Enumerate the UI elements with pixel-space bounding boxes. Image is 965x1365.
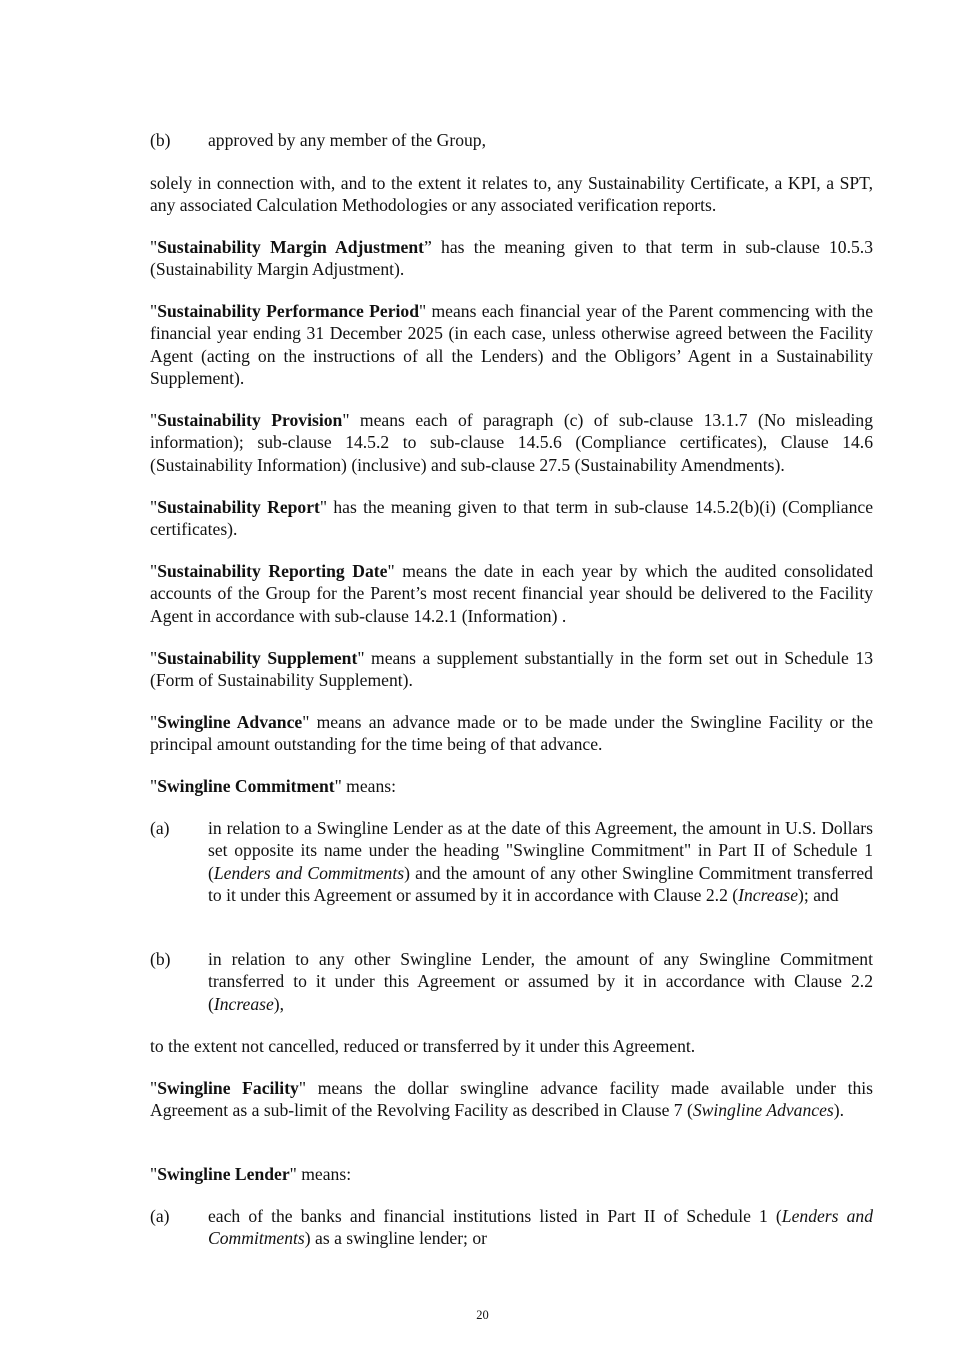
defined-term: Swingline Facility: [157, 1078, 299, 1098]
defined-term: Sustainability Performance Period: [157, 301, 419, 321]
definition-swingline-advance: "Swingline Advance" means an advance made or to be made under the Swingline Facility or the principal amount outstanding for the time being of that advance.: [150, 712, 873, 755]
list-label: (a): [150, 1206, 170, 1226]
definition-report: "Sustainability Report" has the meaning given to that term in sub-clause 14.5.2(b)(i) (Compliance certificates).: [150, 497, 874, 540]
commitment-tail: to the extent not cancelled, reduced or transferred by it under this Agreement.: [150, 1036, 696, 1056]
list-text: in relation to a Swingline Lender as at the date of this Agreement, the amount in U.S. Dollars set opposite its name under the heading "Swingline Commitment" in Part II of Schedule 1 (Lenders and Commitments) and the amount of any other Swingline Commitment transferred to it under this Agreement or assumed by it in accordance with Clause 2.2 (Increase); and: [208, 818, 873, 906]
definition-supplement: "Sustainability Supplement" means a supplement substantially in the form set out in Schedule 13 (Form of Sustainability Supplement).: [150, 648, 873, 691]
definition-performance-period: "Sustainability Performance Period" means each financial year of the Parent commencing with the financial year ending 31 December 2025 (in each case, unless otherwise agreed between the Facility Agent (acting on the instructions of all the Lenders) and the Obligors’ Agent in a Sustainability Supplement).: [150, 301, 873, 389]
definition-margin-adjustment: "Sustainability Margin Adjustment” has the meaning given to that term in sub-clause 10.5.3 (Sustainability Margin Adjustment).: [150, 237, 873, 280]
definition-swingline-facility: "Swingline Facility" means the dollar swingline advance facility made available under this Agreement as a sub-limit of the Revolving Facility as described in Clause 7 (Swingline Advances).: [150, 1078, 874, 1121]
defined-term: Sustainability Supplement: [157, 648, 358, 668]
defined-term: Sustainability Report: [157, 497, 320, 517]
defined-term: Swingline Lender: [157, 1164, 290, 1184]
list-label: (b): [150, 130, 171, 150]
list-text: each of the banks and financial institutions listed in Part II of Schedule 1 (Lenders and Commitments) as a swingline lender; or: [208, 1206, 873, 1249]
defined-term: Swingline Advance: [157, 712, 303, 732]
defined-term: Swingline Commitment: [157, 776, 335, 796]
defined-term: Sustainability Margin Adjustment: [157, 237, 424, 257]
definition-provision: "Sustainability Provision" means each of paragraph (c) of sub-clause 13.1.7 (No misleading information); sub-clause 14.5.2 to sub-clause 14.5.6 (Compliance certificates), Clause 14.6 (Sustainability Information) (inclusive) and sub-clause 27.5 (Sustainability Amendments).: [150, 410, 873, 475]
closing-paragraph: solely in connection with, and to the extent it relates to, any Sustainability Certificate, a KPI, a SPT, any associated Calculation Methodologies or any associated verification reports.: [150, 173, 873, 216]
list-text: approved by any member of the Group,: [208, 130, 486, 150]
defined-term: Sustainability Reporting Date: [157, 561, 388, 581]
list-label: (b): [150, 949, 171, 969]
list-label: (a): [150, 818, 170, 838]
definition-swingline-commitment: "Swingline Commitment" means:: [150, 776, 397, 796]
definition-swingline-lender: "Swingline Lender" means:: [150, 1164, 352, 1184]
defined-term: Sustainability Provision: [157, 410, 343, 430]
page-number: 20: [476, 1308, 489, 1322]
definition-reporting-date: "Sustainability Reporting Date" means the date in each year by which the audited consolidated accounts of the Group for the Parent’s most recent financial year should be delivered to the Facility Agent in accordance with sub-clause 14.2.1 (Information) .: [150, 561, 873, 626]
list-text: in relation to any other Swingline Lender, the amount of any Swingline Commitment transferred to it under this Agreement or assumed by it in accordance with Clause 2.2 (Increase),: [208, 949, 873, 1014]
